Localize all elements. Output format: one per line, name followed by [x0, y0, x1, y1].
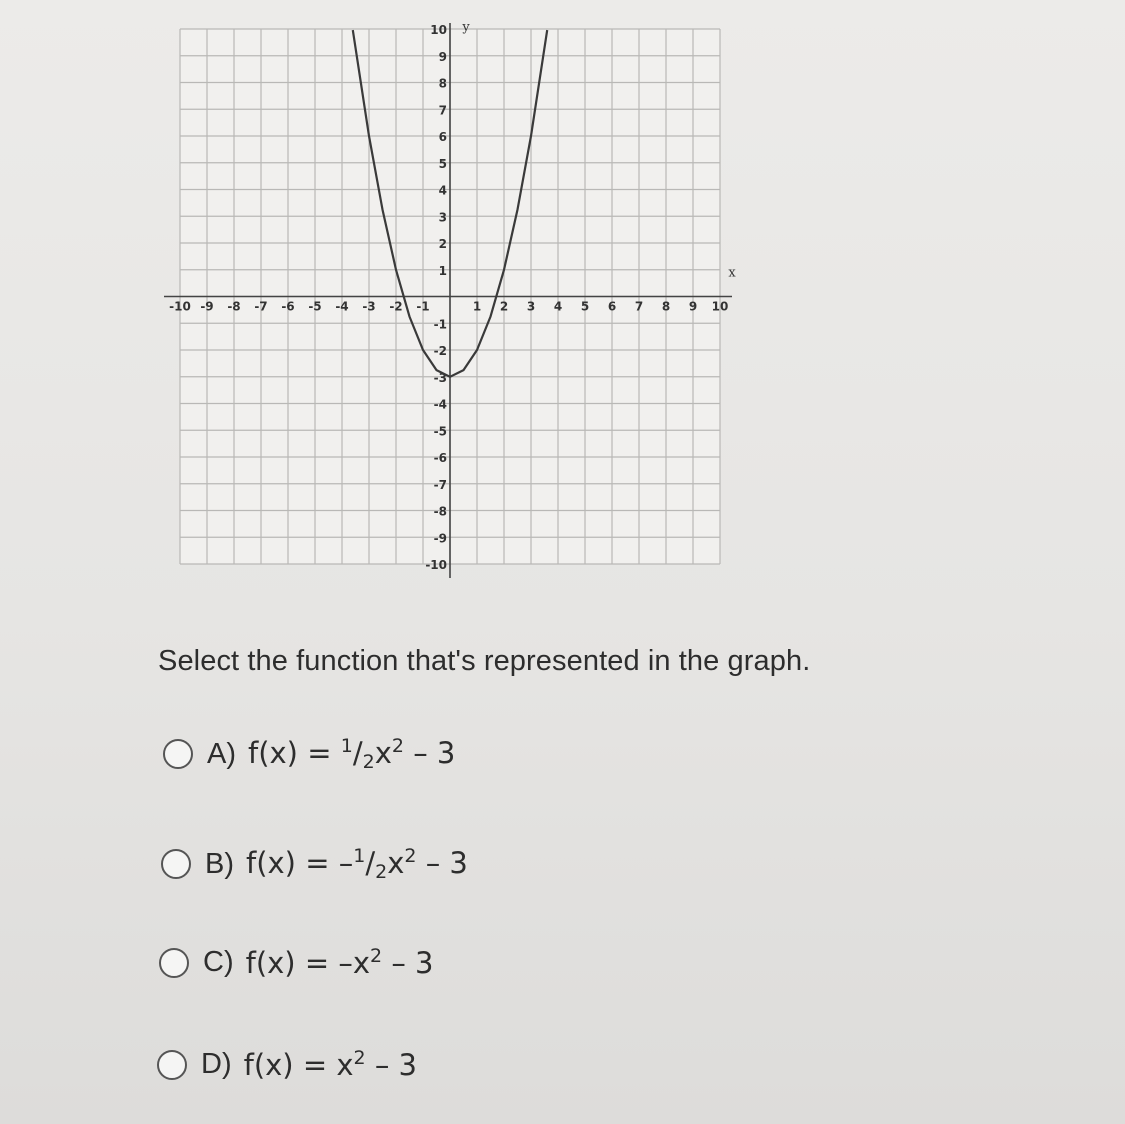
x-tick-label: -5	[308, 299, 322, 314]
y-tick-label: -6	[433, 451, 447, 465]
x-tick-label: 1	[472, 299, 482, 314]
x-tick-label: -6	[281, 299, 295, 314]
y-tick-label: -3	[433, 370, 447, 385]
y-tick-label: 10	[430, 23, 447, 37]
y-tick-label: -9	[433, 531, 447, 546]
y-tick-label: -8	[433, 504, 447, 519]
option-d[interactable]	[157, 1047, 417, 1082]
x-tick-label: 2	[499, 299, 509, 314]
x-tick-label: 7	[634, 299, 644, 314]
y-tick-label: 1	[438, 263, 447, 278]
y-tick-label: 7	[438, 103, 447, 118]
x-tick-label: 4	[553, 299, 563, 314]
x-tick-label: -1	[416, 299, 430, 314]
y-tick-label: -10	[425, 558, 447, 572]
option-b-letter: B)	[205, 847, 234, 880]
radio-d[interactable]	[157, 1050, 187, 1080]
y-axis-label: y	[462, 20, 470, 35]
y-tick-label: 5	[438, 156, 447, 171]
x-tick-label: 3	[526, 299, 536, 314]
y-tick-label: -5	[433, 424, 447, 439]
option-a-function: $f(x) = ^1/_2x^2 - 3$	[248, 735, 456, 773]
x-tick-label: -8	[227, 299, 241, 314]
option-b[interactable]	[161, 845, 468, 883]
coordinate-graph	[150, 14, 760, 604]
x-tick-label: -7	[254, 299, 268, 314]
y-tick-label: 9	[438, 49, 447, 64]
y-tick-label: -1	[433, 317, 447, 332]
y-tick-label: 8	[438, 76, 447, 91]
y-tick-label: 3	[438, 210, 447, 225]
x-tick-label: -10	[169, 299, 191, 314]
x-axis-label: x	[728, 265, 736, 281]
x-tick-label: 10	[711, 299, 729, 314]
graph-svg	[150, 14, 760, 604]
y-tick-label: -7	[433, 477, 447, 492]
option-c[interactable]	[159, 945, 434, 980]
x-tick-label: 8	[661, 299, 671, 314]
option-d-function: $f(x) = x^2 - 3$	[243, 1047, 418, 1082]
x-tick-label: -2	[389, 299, 403, 314]
x-tick-label: -4	[335, 299, 349, 314]
y-tick-label: -4	[433, 397, 447, 412]
option-c-function: $f(x) = -x^2 - 3$	[245, 945, 434, 980]
radio-c[interactable]	[159, 948, 189, 978]
option-d-letter: D)	[201, 1048, 232, 1080]
option-b-function: $f(x) = -^1/_2x^2 - 3$	[246, 845, 468, 883]
x-tick-label: 6	[607, 299, 617, 314]
radio-b[interactable]	[161, 849, 191, 879]
question-text: Select the function that's represented in the graph.	[158, 645, 811, 677]
x-tick-label: -9	[200, 299, 214, 314]
radio-a[interactable]	[163, 739, 193, 769]
option-a-letter: A)	[207, 737, 236, 770]
option-a[interactable]	[163, 735, 455, 773]
y-tick-label: -2	[433, 344, 447, 358]
y-tick-label: 4	[438, 183, 447, 198]
option-c-letter: C)	[203, 946, 234, 978]
x-tick-label: 9	[688, 299, 698, 314]
x-tick-label: 5	[580, 299, 590, 314]
y-tick-label: 6	[438, 130, 447, 144]
y-tick-label: 2	[438, 237, 447, 251]
x-tick-label: -3	[362, 299, 376, 314]
